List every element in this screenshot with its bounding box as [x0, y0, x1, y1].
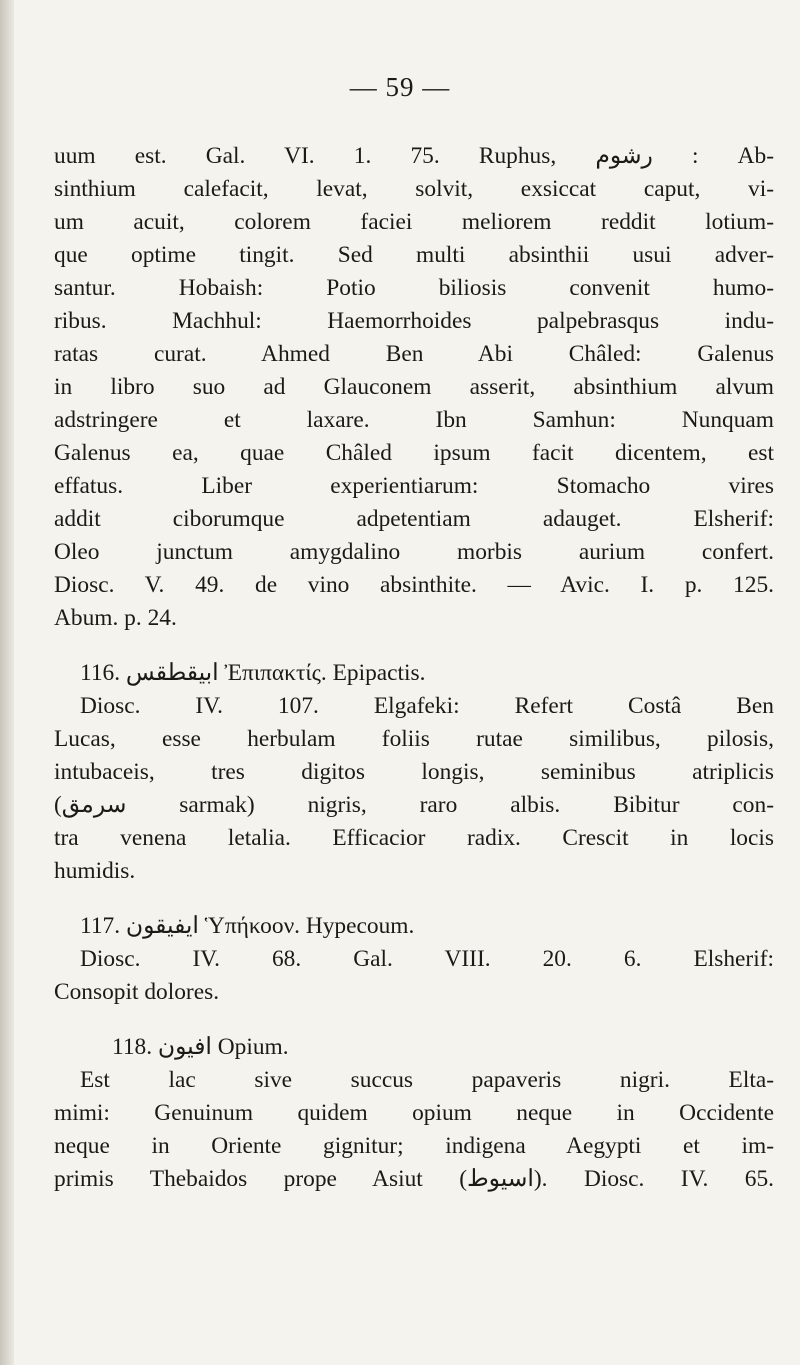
entry-heading-117: 117. ايفيقون Ὑπήκοον. Hypecoum. — [80, 913, 415, 939]
page-body — [54, 140, 774, 1196]
text-line: Abum. p. 24. — [54, 605, 177, 631]
text-line: Diosc. V. 49. de vino absinthite. — Avic. I. p. 125. — [54, 572, 774, 598]
text-line: ratas curat. Ahmed Ben Abi Châled: Galenus — [54, 341, 774, 367]
text-line: (سرمق sarmak) nigris, raro albis. Bibitur con- — [54, 792, 774, 818]
text-line: effatus. Liber experientiarum: Stomacho vires — [54, 473, 774, 499]
text-line: Est lac sive succus papaveris nigri. Elta- — [80, 1067, 774, 1093]
text-line: humidis. — [54, 858, 136, 884]
text-line: sinthium calefacit, levat, solvit, exsiccat caput, vi- — [54, 176, 774, 202]
text-line: primis Thebaidos prope Asiut (اسيوط). Diosc. IV. 65. — [54, 1166, 774, 1192]
text-line: Lucas, esse herbulam foliis rutae similibus, pilosis, — [54, 726, 774, 752]
text-line: adstringere et laxare. Ibn Samhun: Nunquam — [54, 407, 774, 433]
text-line: neque in Oriente gignitur; indigena Aegypti et im- — [54, 1133, 774, 1159]
page-binding-edge — [0, 0, 14, 1365]
text-line: intubaceis, tres digitos longis, seminibus atriplicis — [54, 759, 774, 785]
entry-heading-118: 118. افيون Opium. — [112, 1034, 289, 1060]
text-line: mimi: Genuinum quidem opium neque in Occidente — [54, 1100, 774, 1126]
text-line: addit ciborumque adpetentiam adauget. Elsherif: — [54, 506, 774, 532]
entry-heading-116: 116. ابيقطقس Ἐπιπακτίς. Epipactis. — [80, 660, 426, 686]
text-line: Galenus ea, quae Châled ipsum facit dicentem, est — [54, 440, 774, 466]
text-line: santur. Hobaish: Potio biliosis convenit humo- — [54, 275, 774, 301]
text-line: Consopit dolores. — [54, 979, 220, 1005]
text-line: que optime tingit. Sed multi absinthii usui adver- — [54, 242, 774, 268]
text-line: in libro suo ad Glauconem asserit, absinthium alvum — [54, 374, 774, 400]
page-number: — 59 — — [349, 72, 451, 102]
text-line: Diosc. IV. 68. Gal. VIII. 20. 6. Elsherif: — [80, 946, 774, 972]
text-line: uum est. Gal. VI. 1. 75. Ruphus, رشوم : Ab- — [54, 143, 774, 169]
text-line: Diosc. IV. 107. Elgafeki: Refert Costâ Ben — [80, 693, 774, 719]
text-line: tra venena letalia. Efficacior radix. Crescit in locis — [54, 825, 774, 851]
text-line: um acuit, colorem faciei meliorem reddit lotium- — [54, 209, 774, 235]
text-line: ribus. Machhul: Haemorrhoides palpebrasqus indu- — [54, 308, 774, 334]
text-line: Oleo junctum amygdalino morbis aurium confert. — [54, 539, 774, 565]
